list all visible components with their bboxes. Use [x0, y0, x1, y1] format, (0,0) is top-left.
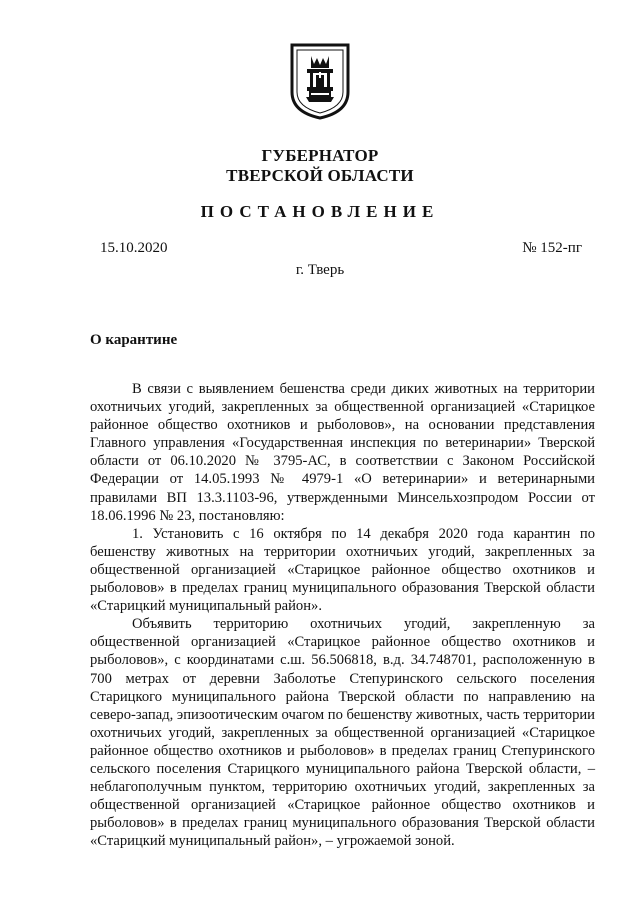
document-city: г. Тверь	[295, 262, 345, 278]
document-number: № 152-пг	[522, 240, 582, 256]
paragraph-preamble: В связи с выявлением бешенства среди диких животных на территории охотничьих угодий, закрепленных за общественной организацией «Старицкое районное общество охотников и рыболовов», на основании представления Главного управления «Государственная инспекция по ветеринарии» Тверской области от 06.10.2020 № 3795-АС, в соответствии с Законом Российской Федерации от 14.05.1993 № 4979-1 «О ветеринарии» и ветеринарными правилами ВП 13.3.1103-96, утвержденными Минсельхозпродом России от 18.06.1996 № 23, постановляю:	[90, 381, 595, 524]
document-date: 15.10.2020	[100, 240, 168, 256]
document-type-heading: ПОСТАНОВЛЕНИЕ	[200, 202, 440, 221]
issuer-region: ТВЕРСКОЙ ОБЛАСТИ	[226, 166, 414, 185]
coat-of-arms-emblem	[289, 42, 351, 120]
issuer-title: ГУБЕРНАТОР	[261, 146, 379, 165]
document-subject: О карантине	[90, 332, 178, 348]
paragraph-declaration: Объявить территорию охотничьих угодий, закрепленную за общественной организацией «Старицкое районное общество охотников и рыболовов», с координатами с.ш. 56.506818, в.д. 34.748701, расположенную в 700 метрах от деревни Заболотье Степуринского сельского поселения Старицкого муниципального района Тверской области по направлению на северо-запад, эпизоотическим очагом по бешенству животных, часть территории охотничьих угодий, закрепленных за общественной организацией «Старицкое районное общество охотников и рыболовов» в пределах границ Степуринского сельского поселения Старицкого муниципального района Тверской области, – неблагополучным пунктом, территорию охотничьих угодий, закрепленных за общественной организацией «Старицкое районное общество охотников и рыболовов» в пределах границ муниципального образования Тверской области «Старицкий муниципальный район», – угрожаемой зоной.	[90, 616, 595, 850]
document-body	[90, 380, 595, 850]
paragraph-item-1: 1. Установить с 16 октября по 14 декабря 2020 года карантин по бешенству животных на территории охотничьих угодий, закрепленных за общественной организацией «Старицкое районное общество охотников и рыболовов» в пределах границ муниципального образования Тверской области «Старицкий муниципальный район».	[90, 525, 595, 615]
